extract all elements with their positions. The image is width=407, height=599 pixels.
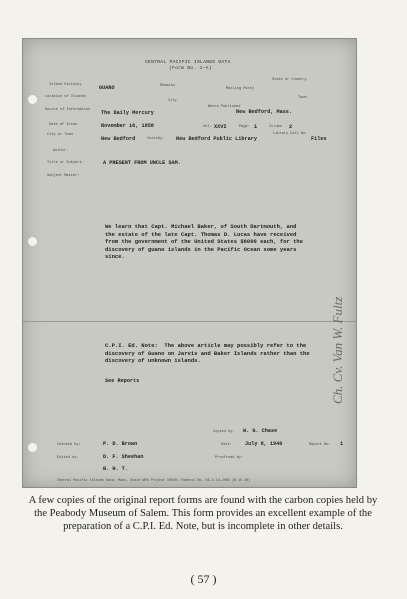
punch-hole [28, 237, 37, 246]
see-reports: See Reports [105, 378, 140, 384]
label-proofread-by: Proofread by: [215, 456, 244, 460]
note-line: C.P.I. Ed. Note: The above article may possibly refer to the [105, 342, 307, 349]
form-number: (Form No. 1-A) [169, 66, 212, 71]
value-date-issue: November 16, 1858 [101, 123, 154, 129]
value-source: The Daily Mercury [101, 110, 154, 116]
label-state-country: State or Country [272, 78, 307, 82]
punch-hole [28, 95, 37, 104]
pencil-annotation [328, 149, 354, 419]
label-custody: Custody: [147, 137, 165, 141]
value-report-no: 1 [340, 441, 344, 447]
value-checked-by: P. D. Brown [103, 441, 138, 447]
ed-note [105, 342, 310, 365]
label-where-published: Where Published [208, 105, 241, 109]
article-line: since. [105, 253, 125, 261]
value-call-no: Files [311, 136, 327, 142]
label-city-or-town: City or Town [47, 133, 73, 137]
label-mailing-party: Mailing Party [226, 87, 255, 91]
label-town: Town [298, 96, 307, 100]
form-title: CENTRAL PACIFIC ISLANDS DATA [145, 60, 231, 65]
article-line: discovery of guano islands in the Pacific Ocean some years [105, 245, 297, 253]
value-where-published: New Bedford, Mass. [236, 109, 293, 115]
punch-hole [28, 443, 37, 452]
article-text [105, 223, 303, 261]
value-copied-by: W. G. Chase [243, 428, 278, 434]
article-line: from the government of the United States $6000 each, for the [105, 238, 304, 246]
label-title-subject: Title or Subject: [47, 161, 84, 165]
label-date-issue: Date of Issue [49, 123, 78, 127]
label-subject-matter: Subject Matter: [47, 174, 80, 178]
value-column: 2 [289, 124, 293, 130]
value-city-town: New Bedford [101, 136, 136, 142]
label-report-no: Report No: [309, 443, 331, 447]
label-vol: Vol: [203, 125, 212, 129]
label-copied-by: Copied by: [213, 430, 235, 434]
label-edited-by: Edited by: [57, 456, 79, 460]
handwriting-text: Ch. Cv. Van W. Fultz [330, 296, 345, 404]
value-vol: XXVI [214, 124, 227, 130]
value-date: July 8, 1940 [245, 441, 283, 447]
value-custody: New Bedford Public Library [176, 136, 257, 142]
label-call-no: Library Call No. [273, 132, 308, 136]
label-location-islands: Location of Islands [45, 95, 86, 99]
article-line: We learn that Capt. Michael Baker, of South Dartmouth, and [105, 223, 297, 230]
fold-line [23, 321, 356, 322]
page-number: ( 57 ) [190, 572, 217, 586]
note-line: discovery of unknown islands. [105, 357, 201, 365]
label-author: Author: [53, 149, 69, 153]
value-title: A PRESENT FROM UNCLE SAM. [103, 160, 181, 166]
value-island: GUANO [99, 85, 115, 91]
label-date: Date: [221, 443, 232, 447]
article-line: the estate of the late Capt. Thomas D. Lucas have received [105, 230, 297, 238]
label-city: City [168, 99, 177, 103]
value-page: 1 [254, 124, 258, 130]
value-edited-by-2: B. H. T. [103, 466, 128, 472]
form-footer: Central Pacific Islands Data: Mass. State WPA Project 30040: Federal No. 65-2-14-2005 (B.15.40) [57, 479, 251, 483]
caption: A few copies of the original report forms are found with the carbon copies held by the Peabody Museum of Salem. This form provides an excellent example of the preparation of a C.P.I. Ed. Note, but is incomplete in other details. [28, 495, 378, 532]
label-checked-by: Checked by: [57, 443, 81, 447]
label-source: Source of Information [45, 108, 91, 112]
label-column: Column [269, 125, 282, 129]
label-page: Page: [239, 125, 250, 129]
label-island-vicinity: Island Vicinity [49, 83, 82, 87]
value-edited-by-1: D. F. Sheehan [103, 454, 144, 460]
label-remarks: Remarks [160, 84, 176, 88]
report-form [22, 38, 357, 488]
note-line: discovery of Guano on Jarvis and Baker Islands rather than the [105, 349, 310, 357]
